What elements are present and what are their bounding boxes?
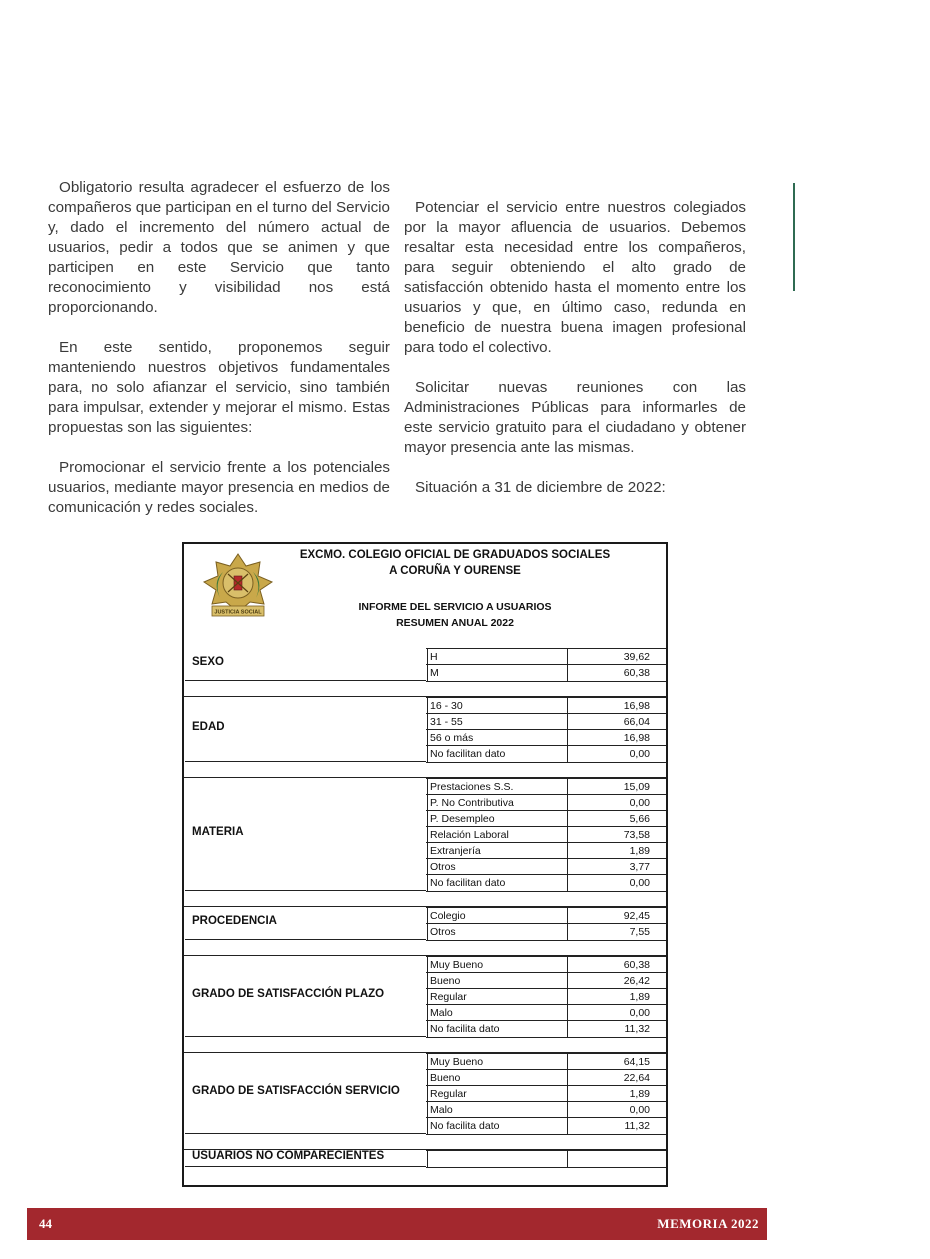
table-row — [426, 874, 666, 892]
row-value: 26,42 — [623, 975, 650, 987]
table-row — [426, 907, 666, 924]
left-text-column — [48, 178, 390, 518]
category-divider — [185, 890, 426, 891]
table-row — [426, 1101, 666, 1118]
table-row — [426, 794, 666, 811]
table-row — [426, 842, 666, 859]
college-emblem-logo — [198, 552, 278, 620]
category-divider — [185, 939, 426, 940]
row-value: 22,64 — [623, 1072, 650, 1084]
row-value: 11,32 — [624, 1023, 650, 1035]
category-label: EDAD — [192, 721, 225, 733]
category-label: GRADO DE SATISFACCIÓN PLAZO — [192, 988, 385, 1000]
table-row — [426, 778, 666, 795]
table-row — [426, 826, 666, 843]
row-value: 0,00 — [629, 797, 650, 809]
row-value: 39,62 — [623, 651, 650, 663]
category-label: USUARIOS NO COMPARECIENTES — [192, 1150, 385, 1162]
table-row — [426, 923, 666, 941]
row-value: 73,58 — [623, 829, 650, 841]
row-value: 60,38 — [623, 959, 650, 971]
row-label: Malo — [427, 1005, 568, 1021]
table-row — [426, 858, 666, 875]
category-label: PROCEDENCIA — [192, 915, 277, 927]
row-value: 0,00 — [629, 877, 650, 889]
table-row — [426, 648, 666, 665]
category-label: SEXO — [192, 656, 224, 668]
table-row — [426, 729, 666, 746]
row-label: Otros — [427, 924, 568, 940]
category-divider — [185, 1036, 426, 1037]
row-label: H — [427, 649, 568, 665]
row-value: 1,89 — [629, 1088, 650, 1100]
row-label: 16 - 30 — [427, 698, 568, 714]
paragraph: Promocionar el servicio frente a los potenciales usuarios, mediante mayor presencia en medios de comunicación y redes sociales. — [48, 459, 390, 516]
table-row — [426, 1117, 666, 1135]
row-value: 92,45 — [623, 910, 650, 922]
row-label: Muy Bueno — [427, 957, 568, 973]
row-value: 64,15 — [623, 1056, 650, 1068]
row-label: No facilita dato — [427, 1021, 568, 1037]
table-row — [426, 697, 666, 714]
logo-motto-text: JUSTICIA SOCIAL — [214, 609, 262, 616]
row-value: 16,98 — [623, 732, 650, 744]
row-label: Regular — [427, 1086, 568, 1102]
table-row — [426, 1053, 666, 1070]
annual-report-table — [182, 542, 668, 1187]
row-value — [568, 1151, 664, 1167]
table-row — [426, 956, 666, 973]
row-label: Bueno — [427, 1070, 568, 1086]
row-value: 3,77 — [629, 861, 650, 873]
row-value: 1,89 — [629, 845, 650, 857]
paragraph: Situación a 31 de diciembre de 2022: — [415, 479, 666, 496]
category-divider — [185, 761, 426, 762]
table-row — [426, 664, 666, 682]
report-subtitle-line1: INFORME DEL SERVICIO A USUARIOS — [358, 601, 552, 613]
row-label: 56 o más — [427, 730, 568, 746]
row-value: 0,00 — [629, 1104, 650, 1116]
row-label: Bueno — [427, 973, 568, 989]
page-number: 44 — [39, 1216, 52, 1231]
paragraph: Obligatorio resulta agradecer el esfuerzo de los compañeros que participan en el turno del Servicio y, dado el incremento del número actual de usuarios, pedir a todos que se animen y que participen en este Servicio que tanto reconocimiento y visibilidad nos está proporcionando. — [48, 179, 390, 316]
row-label: M — [427, 665, 568, 681]
row-label: Muy Bueno — [427, 1054, 568, 1070]
category-label: GRADO DE SATISFACCIÓN SERVICIO — [192, 1085, 400, 1097]
table-row — [426, 1150, 666, 1168]
row-value: 0,00 — [629, 1007, 650, 1019]
paragraph: En este sentido, proponemos seguir manteniendo nuestros objetivos fundamentales para, no solo afianzar el servicio, sino también para impulsar, extender y mejorar el mismo. Estas propuestas son las siguientes: — [48, 339, 390, 436]
report-header — [184, 544, 666, 648]
table-row — [426, 1004, 666, 1021]
table-row — [426, 745, 666, 763]
table-row — [426, 713, 666, 730]
category-divider — [185, 1133, 426, 1134]
report-title-line2: A CORUÑA Y OURENSE — [389, 565, 521, 577]
table-row — [426, 1069, 666, 1086]
page-footer — [27, 1208, 767, 1240]
row-label: No facilitan dato — [427, 875, 568, 891]
table-row — [426, 810, 666, 827]
row-value: 5,66 — [629, 813, 650, 825]
category-label: MATERIA — [192, 826, 244, 838]
row-label: Extranjería — [427, 843, 568, 859]
accent-vertical-line — [793, 183, 795, 291]
row-value: 7,55 — [629, 926, 650, 938]
row-label: Regular — [427, 989, 568, 1005]
row-value: 60,38 — [623, 667, 650, 679]
row-value: 15,09 — [623, 781, 650, 793]
row-label: Malo — [427, 1102, 568, 1118]
table-row — [426, 972, 666, 989]
publication-title: MEMORIA 2022 — [657, 1216, 759, 1231]
paragraph: Solicitar nuevas reuniones con las Administraciones Públicas para informarles de este servicio gratuito para el ciudadano y obtener mayor presencia ante las mismas. — [404, 379, 746, 456]
row-value: 11,32 — [624, 1120, 650, 1132]
row-label — [427, 1151, 568, 1167]
row-value: 66,04 — [623, 716, 650, 728]
row-label: Prestaciones S.S. — [427, 779, 568, 795]
row-label: No facilitan dato — [427, 746, 568, 762]
report-title-line1: EXCMO. COLEGIO OFICIAL DE GRADUADOS SOCIALES — [299, 549, 611, 561]
row-value: 16,98 — [623, 700, 650, 712]
row-label: Otros — [427, 859, 568, 875]
table-row — [426, 988, 666, 1005]
row-label: 31 - 55 — [427, 714, 568, 730]
table-row — [426, 1085, 666, 1102]
paragraph: Potenciar el servicio entre nuestros colegiados por la mayor afluencia de usuarios. Debemos resaltar esta necesidad entre los compañeros, para seguir obteniendo el alto grado de satisfacción obtenido hasta el momento entre los usuarios y que, en último caso, redunda en beneficio de nuestra buena imagen profesional para todo el colectivo. — [404, 199, 746, 356]
report-subtitle-line2: RESUMEN ANUAL 2022 — [396, 617, 514, 629]
row-label: P. No Contributiva — [427, 795, 568, 811]
table-row — [426, 1020, 666, 1038]
row-value: 0,00 — [629, 748, 650, 760]
category-divider — [185, 1166, 426, 1167]
row-label: P. Desempleo — [427, 811, 568, 827]
category-divider — [185, 680, 426, 681]
right-text-column — [404, 198, 746, 498]
row-label: Relación Laboral — [427, 827, 568, 843]
row-value: 1,89 — [629, 991, 650, 1003]
row-label: Colegio — [427, 908, 568, 924]
row-label: No facilita dato — [427, 1118, 568, 1134]
